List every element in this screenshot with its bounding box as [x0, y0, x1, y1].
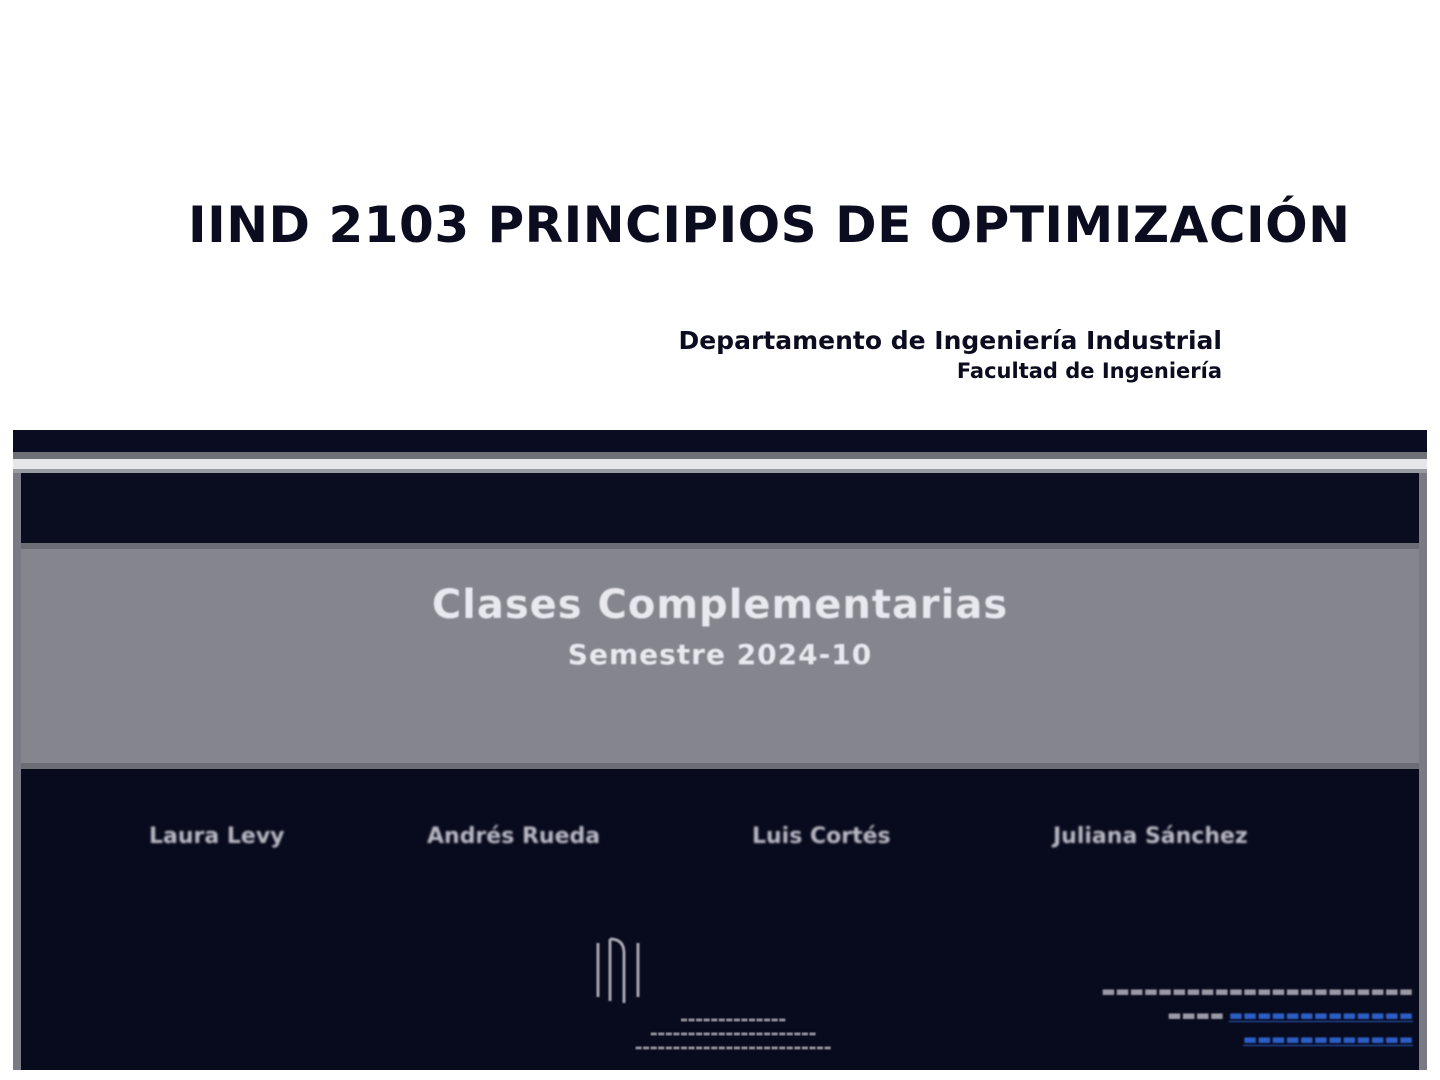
course-title: IIND 2103 PRINCIPIOS DE OPTIMIZACIÓN [188, 196, 1351, 254]
department-name: Departamento de Ingeniería Industrial [678, 326, 1222, 355]
department-block [678, 325, 1222, 385]
person-name: Luis Cortés [752, 824, 891, 849]
university-logo [588, 935, 823, 1005]
person-name: Andrés Rueda [427, 824, 601, 849]
cover-heading: Clases Complementarias [431, 582, 1009, 628]
cover-bottom-area [21, 769, 1419, 1070]
cover-divider-light [13, 459, 1427, 469]
fine-print-line: ▬▬▬▬▬▬▬▬▬▬▬▬▬▬▬▬▬▬▬▬▬▬ [649, 1029, 817, 1038]
contact-line: ▬▬▬▬▬▬▬▬▬▬▬▬ [1242, 1030, 1413, 1048]
cover-edge-left [13, 473, 21, 1070]
fine-print-line: ▬▬▬▬▬▬▬▬▬▬▬▬▬▬ [680, 1015, 786, 1024]
cover-dark-band [13, 473, 1427, 543]
cover-divider [13, 452, 1427, 459]
cover-image [13, 430, 1427, 1070]
cover-top-strip [13, 430, 1427, 452]
cover-subheading: Semestre 2024-10 [567, 638, 873, 671]
person-name: Laura Levy [149, 824, 285, 849]
cover-edge-right [1419, 473, 1427, 1070]
contact-line: ▬▬▬▬▬▬▬▬▬▬▬▬▬▬▬▬▬▬▬▬▬▬ [1101, 982, 1413, 1000]
person-name: Juliana Sánchez [1053, 824, 1248, 849]
fine-print-line: ▬▬▬▬▬▬▬▬▬▬▬▬▬▬▬▬▬▬▬▬▬▬▬▬▬▬ [634, 1043, 832, 1052]
faculty-name: Facultad de Ingeniería [956, 359, 1222, 383]
contact-line: ▬▬▬▬ ▬▬▬▬▬▬▬▬▬▬▬▬▬ [1167, 1006, 1413, 1024]
